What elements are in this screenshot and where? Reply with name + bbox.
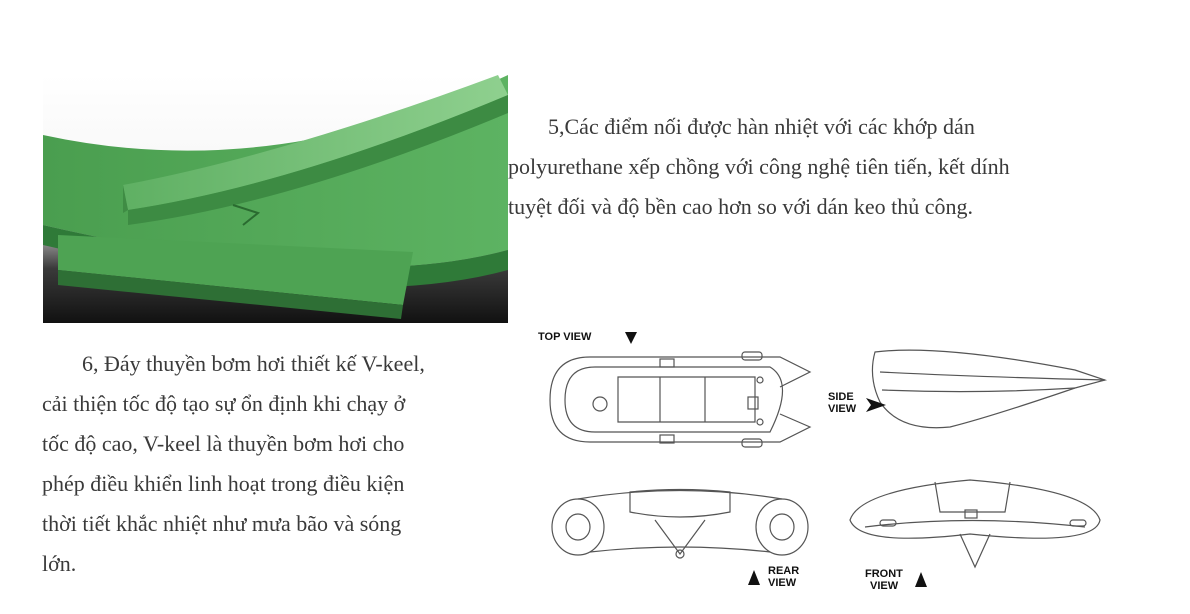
paragraph-v-keel (42, 344, 512, 584)
paragraph5-line3: tuyệt đối và độ bền cao hơn so với dán keo thủ công. (508, 194, 974, 219)
paragraph6-line4: phép điều khiển linh hoạt trong điều kiện (42, 471, 405, 496)
side-view-label-1: SIDE (828, 391, 854, 403)
paragraph5-line1: 5,Các điểm nối được hàn nhiệt với các khớp dán (548, 114, 975, 139)
side-view-arrow-icon (866, 398, 886, 412)
paragraph5-line2: polyurethane xếp chồng với công nghệ tiên tiến, kết dính (508, 154, 1010, 179)
rear-view-label-1: REAR (768, 565, 800, 577)
boat-views-diagram (530, 322, 1150, 612)
front-view-label-2: VIEW (870, 580, 899, 592)
paragraph-heat-welded-seams (508, 107, 1148, 227)
paragraph6-line6: lớn. (42, 551, 77, 576)
front-view-arrow-icon (915, 572, 927, 587)
side-view-label-2: VIEW (828, 403, 857, 415)
rear-view-arrow-icon (748, 570, 760, 585)
top-view-arrow-icon (625, 332, 637, 344)
side-view-drawing (872, 350, 1105, 428)
paragraph6-line3: tốc độ cao, V-keel là thuyền bơm hơi cho (42, 431, 405, 456)
paragraph6-line5: thời tiết khắc nhiệt như mưa bão và sóng (42, 511, 402, 536)
top-view-drawing (550, 352, 810, 447)
front-view-label-1: FRONT (865, 568, 903, 580)
top-view-label: TOP VIEW (538, 331, 592, 343)
paragraph6-line1: 6, Đáy thuyền bơm hơi thiết kế V-keel, (82, 351, 425, 376)
paragraph6-line2: cải thiện tốc độ tạo sự ổn định khi chạy ở (42, 391, 406, 416)
rear-view-drawing (552, 490, 808, 559)
front-view-drawing (850, 480, 1100, 567)
rear-view-label-2: VIEW (768, 577, 797, 589)
pvc-layers-photo (43, 75, 508, 323)
